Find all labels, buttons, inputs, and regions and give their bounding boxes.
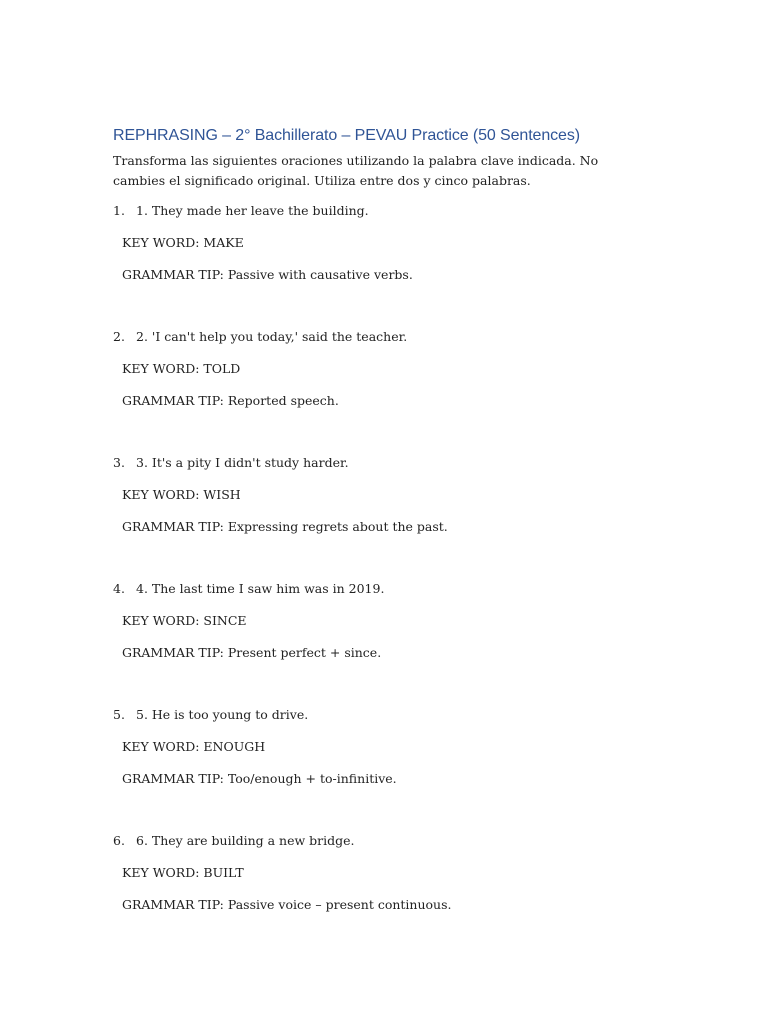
item-sentence: 3. It's a pity I didn't study harder. [136,455,349,470]
item-sentence-line [113,455,643,471]
item-sentence: 5. He is too young to drive. [136,707,309,722]
item-key-word: KEY WORD: WISH [122,487,241,502]
list-item [113,455,643,535]
list-item [113,833,643,913]
item-sentence-line [113,581,643,597]
item-number: 4. [113,581,125,596]
item-sentence: 4. The last time I saw him was in 2019. [136,581,385,596]
item-number: 2. [113,329,125,344]
item-number: 5. [113,707,125,722]
item-number: 1. [113,203,125,218]
instructions-paragraph: Transforma las siguientes oraciones utilizando la palabra clave indicada. No cambies el significado original. Utiliza entre dos y cinco palabras. [113,153,599,188]
item-grammar-tip: GRAMMAR TIP: Reported speech. [122,393,339,408]
list-item [113,581,643,661]
item-number: 3. [113,455,125,470]
item-key-word: KEY WORD: SINCE [122,613,247,628]
item-sentence-line [113,329,643,345]
item-key-word: KEY WORD: BUILT [122,865,244,880]
list-item [113,329,643,409]
item-key-word: KEY WORD: TOLD [122,361,241,376]
item-key-word: KEY WORD: MAKE [122,235,244,250]
item-grammar-tip: GRAMMAR TIP: Present perfect + since. [122,645,382,660]
item-sentence-line [113,707,643,723]
item-sentence: 6. They are building a new bridge. [136,833,355,848]
item-grammar-tip: GRAMMAR TIP: Passive voice – present continuous. [122,897,452,912]
item-grammar-tip: GRAMMAR TIP: Passive with causative verbs. [122,267,413,282]
list-item [113,707,643,787]
item-sentence-line [113,203,643,219]
item-sentence-line [113,833,643,849]
list-item [113,203,643,283]
document-content [113,126,643,959]
document-title: REPHRASING – 2° Bachillerato – PEVAU Practice (50 Sentences) [113,127,580,144]
item-grammar-tip: GRAMMAR TIP: Expressing regrets about the past. [122,519,448,534]
item-key-word: KEY WORD: ENOUGH [122,739,266,754]
item-number: 6. [113,833,125,848]
item-sentence: 1. They made her leave the building. [136,203,369,218]
item-grammar-tip: GRAMMAR TIP: Too/enough + to-infinitive. [122,771,397,786]
item-sentence: 2. 'I can't help you today,' said the teacher. [136,329,408,344]
